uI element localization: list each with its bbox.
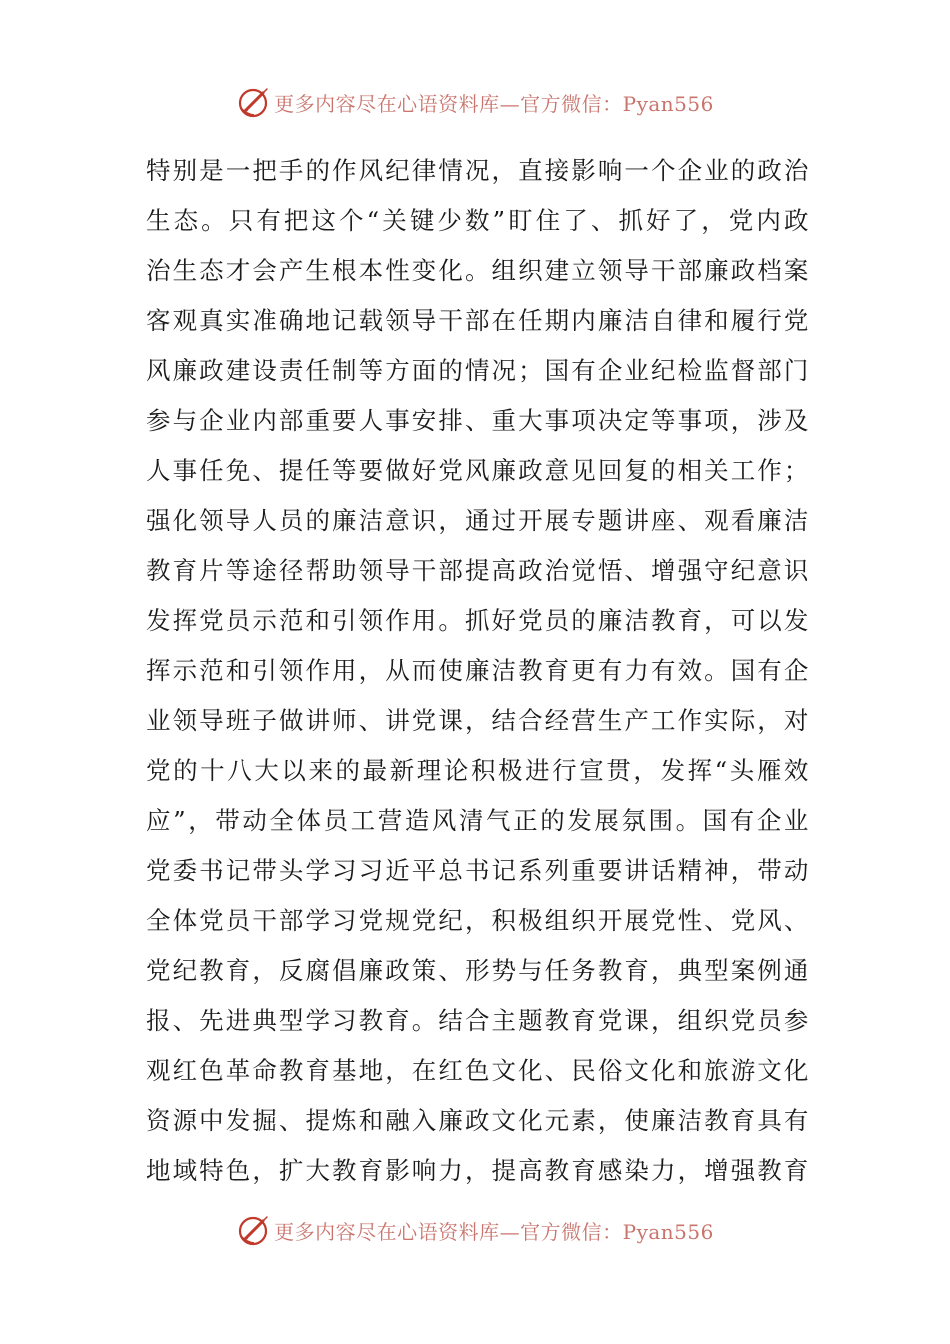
text-line: 教 育 片 等 途 径 帮 助 领 导 干 部 提 高 政 治 觉 悟 、 增 强 守 纪 意 识 bbox=[146, 556, 810, 585]
text-line: 客 观 真 实 准 确 地 记 载 领 导 干 部 在 任 期 内 廉 洁 自 律 和 履 行 党 bbox=[146, 306, 810, 335]
text-line: 强 化 领 导 人 员 的 廉 洁 意 识 ， 通 过 开 展 专 题 讲 座 、 观 看 廉 洁 bbox=[146, 506, 810, 535]
text-line: 业 领 导 班 子 做 讲 师 、 讲 党 课 ， 结 合 经 营 生 产 工 作 实 际 ， 对 bbox=[146, 706, 810, 735]
text-line: 资 源 中 发 掘 、 提 炼 和 融 入 廉 政 文 化 元 素 ， 使 廉 洁 教 育 具 有 bbox=[146, 1106, 810, 1135]
text-line: 参 与 企 业 内 部 重 要 人 事 安 排 、 重 大 事 项 决 定 等 事 项 ， 涉 及 bbox=[146, 406, 810, 435]
text-line: 特 别 是 一 把 手 的 作 风 纪 律 情 况 ， 直 接 影 响 一 个 企 业 的 政 治 bbox=[146, 156, 810, 185]
text-line: 党 委 书 记 带 头 学 习 习 近 平 总 书 记 系 列 重 要 讲 话 精 神 ， 带 动 bbox=[146, 856, 810, 885]
text-line: 全 体 党 员 干 部 学 习 党 规 党 纪 ， 积 极 组 织 开 展 党 性 、 党 风 、 bbox=[146, 906, 810, 935]
header-banner bbox=[0, 82, 950, 122]
header-banner-text: 更多内容尽在心语资料库—官方微信：Pyan556 bbox=[274, 91, 714, 116]
text-line: 地 域 特 色 ， 扩 大 教 育 影 响 力 ， 提 高 教 育 感 染 力 ， 增 强 教 育 bbox=[146, 1156, 810, 1185]
text-line: 党 纪 教 育 ， 反 腐 倡 廉 政 策 、 形 势 与 任 务 教 育 ， 典 型 案 例 通 bbox=[146, 956, 810, 985]
text-line: 发 挥 党 员 示 范 和 引 领 作 用 。 抓 好 党 员 的 廉 洁 教 育 ， 可 以 发 bbox=[146, 606, 810, 635]
text-line: 挥 示 范 和 引 领 作 用 ， 从 而 使 廉 洁 教 育 更 有 力 有 效 。 国 有 企 bbox=[146, 656, 810, 685]
text-line: 风 廉 政 建 设 责 任 制 等 方 面 的 情 况 ； 国 有 企 业 纪 检 监 督 部 门 bbox=[146, 356, 810, 385]
document-body bbox=[146, 146, 810, 1196]
text-line: 党 的 十 八 大 以 来 的 最 新 理 论 积 极 进 行 宣 贯 ， 发 挥 “ 头 雁 效 bbox=[146, 756, 810, 785]
text-line: 应 ” ， 带 动 全 体 员 工 营 造 风 清 气 正 的 发 展 氛 围 。 国 有 企 业 bbox=[146, 806, 810, 835]
pen-logo-icon bbox=[236, 1212, 272, 1248]
text-line: 报 、 先 进 典 型 学 习 教 育 。 结 合 主 题 教 育 党 课 ， 组 织 党 员 参 bbox=[146, 1006, 810, 1035]
text-line: 观 红 色 革 命 教 育 基 地 ， 在 红 色 文 化 、 民 俗 文 化 和 旅 游 文 化 bbox=[146, 1056, 810, 1085]
pen-logo-icon bbox=[236, 84, 272, 120]
text-line: 人 事 任 免 、 提 任 等 要 做 好 党 风 廉 政 意 见 回 复 的 相 关 工 作 ； bbox=[146, 456, 810, 485]
text-line: 生 态 。 只 有 把 这 个 “ 关 键 少 数 ” 盯 住 了 、 抓 好 了 ， 党 内 政 bbox=[146, 206, 810, 235]
footer-banner-text: 更多内容尽在心语资料库—官方微信：Pyan556 bbox=[274, 1219, 714, 1244]
footer-banner bbox=[0, 1210, 950, 1250]
text-line: 治 生 态 才 会 产 生 根 本 性 变 化 。 组 织 建 立 领 导 干 部 廉 政 档 案 bbox=[146, 256, 810, 285]
